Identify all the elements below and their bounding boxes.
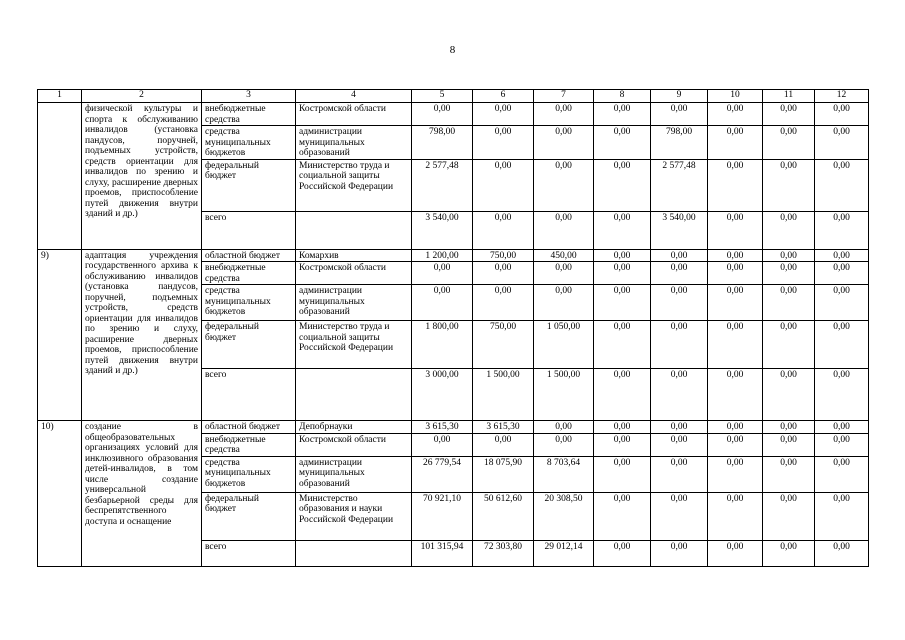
item-description: адаптация учреждения государственного архива к обслуживанию инвалидов (установка пандусов, поручней, подъемных устройств, средств ориентации для инвалидов по зрению и слуху, расширение дверных проемов, приспособление путей движения внутри зданий и др.) — [82, 249, 202, 421]
value-cell: 26 779,54 — [412, 456, 473, 492]
funding-source: федеральный бюджет — [202, 492, 296, 540]
table-row — [38, 249, 869, 262]
value-cell: 3 000,00 — [412, 369, 473, 421]
value-cell: 0,00 — [708, 249, 763, 262]
value-cell: 0,00 — [534, 433, 594, 456]
value-cell: 0,00 — [763, 103, 815, 126]
executor — [296, 369, 412, 421]
executor: Министерство труда и социальной защиты Российской Федерации — [296, 321, 412, 369]
funding-source: областной бюджет — [202, 421, 296, 434]
value-cell: 0,00 — [651, 262, 708, 285]
value-cell: 0,00 — [534, 159, 594, 211]
executor: администрации муниципальных образований — [296, 456, 412, 492]
value-cell: 1 050,00 — [534, 321, 594, 369]
value-cell: 750,00 — [473, 321, 534, 369]
value-cell: 798,00 — [412, 126, 473, 160]
item-number — [38, 103, 82, 250]
value-cell: 0,00 — [473, 285, 534, 321]
value-cell: 0,00 — [651, 421, 708, 434]
value-cell: 0,00 — [815, 433, 869, 456]
value-cell: 0,00 — [708, 321, 763, 369]
value-cell: 29 012,14 — [534, 540, 594, 566]
value-cell: 3 540,00 — [651, 211, 708, 249]
value-cell: 0,00 — [708, 103, 763, 126]
value-cell: 0,00 — [594, 285, 651, 321]
funding-source: внебюджетные средства — [202, 103, 296, 126]
value-cell: 0,00 — [651, 540, 708, 566]
table-row — [38, 421, 869, 434]
value-cell: 0,00 — [651, 369, 708, 421]
value-cell: 0,00 — [708, 456, 763, 492]
value-cell: 3 615,30 — [473, 421, 534, 434]
value-cell: 0,00 — [815, 421, 869, 434]
executor: Министерство образования и науки Российской Федерации — [296, 492, 412, 540]
value-cell: 72 303,80 — [473, 540, 534, 566]
funding-source: федеральный бюджет — [202, 159, 296, 211]
value-cell: 8 703,64 — [534, 456, 594, 492]
header-cell: 3 — [202, 90, 296, 103]
funding-source: всего — [202, 211, 296, 249]
value-cell: 0,00 — [763, 211, 815, 249]
funding-source: средства муниципальных бюджетов — [202, 456, 296, 492]
header-cell: 5 — [412, 90, 473, 103]
funding-source: внебюджетные средства — [202, 262, 296, 285]
value-cell: 0,00 — [594, 249, 651, 262]
value-cell: 3 615,30 — [412, 421, 473, 434]
value-cell: 0,00 — [815, 492, 869, 540]
value-cell: 750,00 — [473, 249, 534, 262]
funding-source: средства муниципальных бюджетов — [202, 126, 296, 160]
value-cell: 0,00 — [708, 211, 763, 249]
executor: администрации муниципальных образований — [296, 126, 412, 160]
value-cell: 0,00 — [594, 262, 651, 285]
value-cell: 450,00 — [534, 249, 594, 262]
value-cell: 0,00 — [534, 103, 594, 126]
executor: Комархив — [296, 249, 412, 262]
value-cell: 0,00 — [473, 433, 534, 456]
value-cell: 0,00 — [763, 540, 815, 566]
item-description: создание в общеобразовательных организациях условий для инклюзивного образования детей-инвалидов, в том числе создание универсальной безбарьерной среды для беспрепятственного доступа и оснащение — [82, 421, 202, 567]
value-cell: 0,00 — [815, 369, 869, 421]
value-cell: 0,00 — [815, 159, 869, 211]
value-cell: 0,00 — [651, 285, 708, 321]
value-cell: 0,00 — [708, 159, 763, 211]
value-cell: 0,00 — [594, 103, 651, 126]
item-number: 9) — [38, 249, 82, 421]
value-cell: 0,00 — [815, 540, 869, 566]
item-description: физической культуры и спорта к обслуживанию инвалидов (установка пандусов, поручней, подъемных устройств, средств ориентации для инвалидов по зрению и слуху, расширение дверных проемов, приспособление путей движения внутри зданий и др.) — [82, 103, 202, 250]
value-cell: 0,00 — [763, 433, 815, 456]
value-cell: 0,00 — [412, 433, 473, 456]
header-cell: 1 — [38, 90, 82, 103]
funding-source: федеральный бюджет — [202, 321, 296, 369]
value-cell: 0,00 — [534, 126, 594, 160]
value-cell: 0,00 — [763, 321, 815, 369]
value-cell: 0,00 — [473, 103, 534, 126]
header-row — [38, 90, 869, 103]
value-cell: 0,00 — [708, 126, 763, 160]
value-cell: 0,00 — [651, 456, 708, 492]
value-cell: 0,00 — [708, 262, 763, 285]
value-cell: 0,00 — [763, 249, 815, 262]
item-number: 10) — [38, 421, 82, 567]
value-cell: 70 921,10 — [412, 492, 473, 540]
value-cell: 0,00 — [651, 492, 708, 540]
value-cell: 0,00 — [763, 421, 815, 434]
header-cell: 7 — [534, 90, 594, 103]
executor: Костромской области — [296, 262, 412, 285]
value-cell: 0,00 — [708, 421, 763, 434]
funding-source: областной бюджет — [202, 249, 296, 262]
value-cell: 2 577,48 — [412, 159, 473, 211]
header-cell: 4 — [296, 90, 412, 103]
value-cell: 0,00 — [815, 126, 869, 160]
value-cell: 0,00 — [763, 159, 815, 211]
header-cell: 8 — [594, 90, 651, 103]
header-cell: 11 — [763, 90, 815, 103]
value-cell: 0,00 — [763, 492, 815, 540]
value-cell: 0,00 — [708, 285, 763, 321]
value-cell: 0,00 — [763, 285, 815, 321]
value-cell: 0,00 — [815, 249, 869, 262]
value-cell: 0,00 — [594, 369, 651, 421]
value-cell: 18 075,90 — [473, 456, 534, 492]
value-cell: 798,00 — [651, 126, 708, 160]
value-cell: 0,00 — [594, 540, 651, 566]
page-number: 8 — [449, 44, 456, 56]
value-cell: 0,00 — [594, 321, 651, 369]
value-cell: 101 315,94 — [412, 540, 473, 566]
value-cell: 1 200,00 — [412, 249, 473, 262]
header-cell: 12 — [815, 90, 869, 103]
value-cell: 0,00 — [412, 103, 473, 126]
value-cell: 0,00 — [815, 456, 869, 492]
value-cell: 0,00 — [594, 211, 651, 249]
value-cell: 0,00 — [815, 321, 869, 369]
value-cell: 0,00 — [708, 540, 763, 566]
value-cell: 0,00 — [412, 285, 473, 321]
value-cell: 0,00 — [763, 126, 815, 160]
value-cell: 0,00 — [708, 433, 763, 456]
value-cell: 1 500,00 — [473, 369, 534, 421]
header-cell: 6 — [473, 90, 534, 103]
value-cell: 0,00 — [594, 433, 651, 456]
value-cell: 0,00 — [815, 211, 869, 249]
value-cell: 0,00 — [763, 369, 815, 421]
executor: Костромской области — [296, 433, 412, 456]
executor — [296, 211, 412, 249]
executor — [296, 540, 412, 566]
executor: Министерство труда и социальной защиты Российской Федерации — [296, 159, 412, 211]
value-cell: 0,00 — [534, 211, 594, 249]
value-cell: 0,00 — [594, 492, 651, 540]
value-cell: 0,00 — [708, 492, 763, 540]
value-cell: 0,00 — [473, 159, 534, 211]
funding-source: всего — [202, 540, 296, 566]
value-cell: 0,00 — [708, 369, 763, 421]
budget-table — [37, 89, 869, 567]
value-cell: 20 308,50 — [534, 492, 594, 540]
executor: Депобрнауки — [296, 421, 412, 434]
value-cell: 50 612,60 — [473, 492, 534, 540]
value-cell: 0,00 — [651, 321, 708, 369]
funding-source: внебюджетные средства — [202, 433, 296, 456]
value-cell: 0,00 — [763, 262, 815, 285]
value-cell: 0,00 — [763, 456, 815, 492]
value-cell: 0,00 — [534, 421, 594, 434]
funding-source: всего — [202, 369, 296, 421]
value-cell: 0,00 — [651, 433, 708, 456]
value-cell: 1 800,00 — [412, 321, 473, 369]
value-cell: 0,00 — [473, 262, 534, 285]
executor: Костромской области — [296, 103, 412, 126]
value-cell: 0,00 — [651, 103, 708, 126]
header-cell: 10 — [708, 90, 763, 103]
executor: администрации муниципальных образований — [296, 285, 412, 321]
value-cell: 0,00 — [473, 211, 534, 249]
value-cell: 0,00 — [473, 126, 534, 160]
header-cell: 2 — [82, 90, 202, 103]
value-cell: 0,00 — [534, 262, 594, 285]
value-cell: 2 577,48 — [651, 159, 708, 211]
header-cell: 9 — [651, 90, 708, 103]
table-row — [38, 103, 869, 126]
value-cell: 0,00 — [815, 285, 869, 321]
value-cell: 1 500,00 — [534, 369, 594, 421]
value-cell: 0,00 — [594, 456, 651, 492]
value-cell: 0,00 — [594, 159, 651, 211]
funding-source: средства муниципальных бюджетов — [202, 285, 296, 321]
table-body — [38, 90, 869, 567]
value-cell: 0,00 — [815, 262, 869, 285]
value-cell: 0,00 — [651, 249, 708, 262]
value-cell: 0,00 — [594, 421, 651, 434]
value-cell: 0,00 — [815, 103, 869, 126]
value-cell: 0,00 — [594, 126, 651, 160]
value-cell: 3 540,00 — [412, 211, 473, 249]
value-cell: 0,00 — [412, 262, 473, 285]
value-cell: 0,00 — [534, 285, 594, 321]
